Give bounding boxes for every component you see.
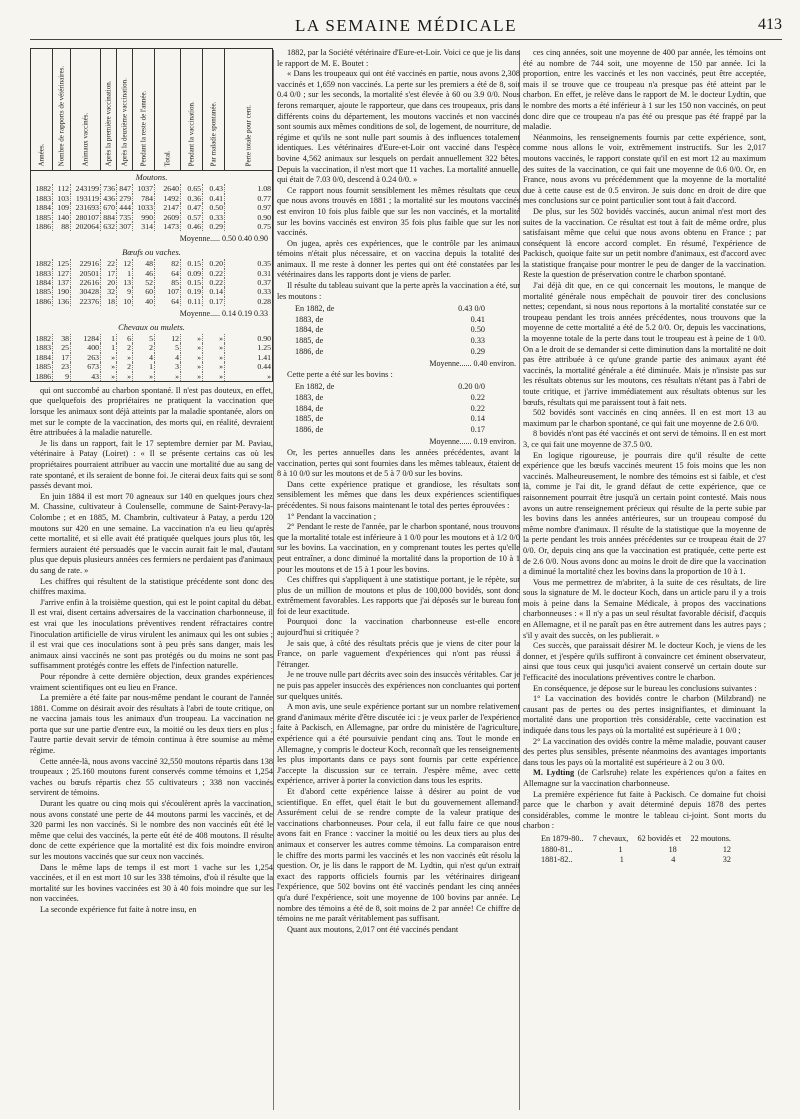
paragraph: qui ont succombé au charbon spontané. Il n'est pas douteux, en effet, que quelquefois des propriétaires ne pratiquent la vaccination que lorsque les animaux sont déjà atteints par la maladie spontanée, alors on met sur le compte de la vaccination, des morts qui, en réalité, devraient être attribuées à la maladie naturelle. [30,385,273,438]
table-cell: 18 [101,297,117,306]
table-cell: 0.44 [257,362,271,372]
paragraph: On jugea, après ces expériences, que le contrôle par les animaux témoins n'était plus nécessaire, et on vaccina depuis la totalité des animaux. Il me reste à donner les pertes qui ont été constatées par les vétérinaires dans les rapports dont je viens de parler. [277,238,520,280]
list-cell: 22 moutons. [690,833,731,843]
table-cell: » [101,353,117,362]
table-cell: 0.33 [257,287,271,297]
table-column-header [203,49,225,170]
table-cell: 2147 [155,203,181,212]
header-label: Pendant la vaccination. [186,100,195,166]
table-cell: 784 [133,194,155,203]
table-cell: 112 [53,184,71,193]
table-cell: 0.15 [181,259,203,268]
list-cell: En 1879-80.. [541,833,584,843]
table-cell: 5 [155,343,181,352]
table-row [31,213,272,222]
table-cell: 231693 [71,203,101,212]
list-cell: 0.43 0/0 [458,304,485,314]
table-average-row: Moyenne..... 0.50 0.40 0.90 [179,234,268,244]
table-cell: 64 [155,269,181,278]
table-cell: 0.50 [203,203,225,212]
table-row [31,184,272,193]
table-cell: 1884 [31,203,53,212]
table-cell: 632 [101,222,117,231]
table-cell: 25 [53,343,71,352]
paragraph: Dans le même laps de temps il est mort 1 vache sur les 1,254 vaccinées, et il en est mort 10 sur les 338 témoins, d'où il résulte que la mortalité sur les bovines vaccinées est 30 à 40 fois moindre que sur les non vaccinées. [30,862,273,904]
table-cell: 103 [53,194,71,203]
table-row [31,259,272,268]
table-cell: 190 [53,287,71,296]
table-cell: 22 [101,259,117,268]
paragraph: 1° La vaccination des bovidés contre le charbon (Milzbrand) ne causant pas de pertes ou des pertes insignifiantes, et diminuant la mortalité dans une proportion très considérable, cette vaccination est indiquée dans tous les pays où la mortalité est supérieure à 1 0/0 ; [523,694,766,735]
header-label: Perte totale pour cent. [243,104,252,166]
table-cell: 1882 [31,334,53,343]
table-cell: 1886 [31,372,53,381]
table-cell: 314 [133,222,155,231]
list-item [295,336,485,347]
paragraph: Ce rapport nous fournit sensiblement les mêmes résultats que ceux que nous avons trouvés en 1881 ; la mortalité sur les moutons vaccinés est environ 10 fois plus faible que sur les non vaccinés, et la mortalité sur les bovins vaccinés est environ 35 fois plus faible que sur les non vaccinés. [277,185,520,238]
paragraph: 8 bovidés n'ont pas été vaccinés et ont servi de témoins. Il en est mort 3, ce qui fait une moyenne de 37.5 0/0. [523,429,766,449]
list-cell: 1886, de [295,346,324,356]
list-cell: 1885, de [295,336,324,346]
table-row [31,362,272,371]
table-column-header [71,49,101,170]
journal-title: LA SEMAINE MÉDICALE [294,16,518,35]
column-left [30,48,273,916]
table-cell: 736 [101,184,117,193]
table-cell: 1883 [31,194,53,203]
table-cell: 85 [155,278,181,287]
paragraph: Ces chiffres qui s'appliquent à une statistique portant, je le répète, sur plus de un million de moutons et plus de 100,000 bovidés, sont donc extrêmement favorables. Les rapports que j'ai déposés sur le bureau font foi de leur exactitude. [277,575,520,616]
table-cell: 735 [117,213,133,222]
table-cell: 43 [71,372,101,381]
table-cell: 40 [133,297,155,306]
table-column-header [53,49,71,170]
list-item [295,393,485,404]
table-cell: 9 [117,287,133,296]
paragraph: Vous me permettrez de m'abriter, à la suite de ces résultats, de lire sous la signature de M. le docteur Koch, dans un article paru il y a trois mois à peine dans la Semaine Médicale, à propos des vaccinations charbonneuses : « Il n'y a pas un seul résultat favorable décisif, d'acquis en Allemagne, et il ne paraît pas en être autrement dans les autres pays ; s'il y avait des succès, on les publierait. » [523,577,766,640]
paragraph: Les chiffres qui résultent de la statistique précédente sont donc des chiffres maxima. [30,576,273,597]
table-section-title: Moutons. [135,172,168,182]
table-row [541,834,731,845]
table-cell: 136 [53,297,71,306]
paragraph: Quant aux moutons, 2,017 ont été vaccinés pendant [287,924,459,934]
list-cell: 1880-81.. [541,844,573,854]
table-row [31,203,272,212]
header-label: Années. [36,143,45,166]
table-cell: » [203,362,225,371]
table-cell: 0.11 [181,297,203,306]
table-cell: » [101,362,117,371]
list-item [295,404,485,415]
table-cell: 6 [117,334,133,343]
table-cell: 2640 [155,184,181,193]
list-cell: 0.20 0/0 [458,382,485,392]
table-cell: 13 [117,278,133,287]
table-cell: » [133,372,155,381]
list-cell: 0.17 [470,424,485,434]
table-column-header [155,49,181,170]
table-cell: 52 [133,278,155,287]
table-cell: 137 [53,278,71,287]
table-cell: 0.90 [257,333,271,343]
table-cell: » [181,353,203,362]
table-cell: 23 [53,362,71,371]
table-cell: 1884 [31,353,53,362]
paragraph: Et d'abord cette expérience laisse à désirer au point de vue scientifique. En effet, quel était le but du gouvernement allemand? Assurément celui de se rendre compte de la valeur pratique des vaccinations charbonneuses. Pour cela, il eut fallu faire ce que nous avons fait en France : vacciner la moitié ou les deux tiers au plus des animaux et conserver les autres comme témoins. La comparaison entre le chiffre des morts parmi les vaccinés et les non vaccinés eût résolu la question. Or, je lis dans le rapport de M. Lydtin, qui n'est qu'un extrait exact des rapports officiels fournis par les vétérinaires dirigeant l'expérience, que 502 bovins ont été vaccinés pendant les cinq années qu'a duré l'expérience, soit une moyenne de 100 bovins par année. Le nombre des témoins a été de 8, soit moins de 2 par année! Ce chiffre de témoins ne me paraît véritablement pas suffisant. [277,786,520,924]
list-item [295,382,485,393]
table-cell: 127 [53,269,71,278]
paragraph: J'arrive enfin à la troisième question, qui est le point capital du débat. Il est vrai, disent certains adversaires de la vaccination charbonneuse, il est vrai que les inoculations préventives rendent réfractaires contre l'inoculation artificielle de virus virulent les animaux qui les ont subies ; il est vrai que ces inoculations sont à peu près sans danger, mais les animaux ainsi vaccinés ne sont pas protégés ou du moins ne sont pas suffisamment protégés contre les effets de l'infection naturelle. [30,597,273,671]
table-cell: 0.29 [203,222,225,231]
table-cell: » [101,372,117,381]
list-cell: 1881-82.. [541,855,573,865]
paragraph: 2° La vaccination des ovidés contre la même maladie, pouvant causer des pertes plus sensibles, présente néanmoins des avantages importants dans tous les pays où la mortalité est supérieure à 2 ou 3 0/0. [523,736,766,767]
list-cell: 1886, de [295,424,324,434]
table-cell: 436 [101,194,117,203]
table-cell: 1882 [31,184,53,193]
table-cell: 64 [155,297,181,306]
table-cell: 60 [133,287,155,296]
table-cell: 140 [53,213,71,222]
table-cell: 243199 [71,184,101,193]
table-column-header [31,49,53,170]
table-cell: 0.65 [181,184,203,193]
list-cell: 0.41 [470,314,485,324]
list-cell: 12 [722,844,731,854]
table-cell: 4 [155,353,181,362]
table-cell: 0.14 [203,287,225,296]
table-cell: 20 [101,278,117,287]
table-cell: 1884 [31,278,53,287]
paragraph: En juin 1884 il est mort 70 agneaux sur 140 en quelques jours chez M. Chassine, cultivateur à Coulenselle, commune de Saint-Peravy-la-Colombe ; et en 1885, M. Chambrin, cultivateur à Patay, a perdu 120 moutons sur 420 en une semaine. La vaccination n'a eu lieu qu'après cette mortalité, et si elle avait été pratiquée quelques jours plus tôt, les fermiers auraient été persuadés que le vaccin aurait fait le mal, d'autant plus que depuis plusieurs années ces fermiers ne perdaient pas d'animaux du sang de rate. » [30,491,273,575]
table-cell: 1.25 [257,343,271,353]
paragraph: « Dans les troupeaux qui ont été vaccinés en partie, nous avons 2,308 vaccinés et 1,659 non vaccinés. La perte sur les premiers a été de 8, soit 0.4 0/0 ; sur les seconds, la mortalité s'est élevée à 60 ou 3.9 0/0. Nous ferons remarquer, ajoute le rapporteur, que dans ces troupeaux, pris dans différents coins du département, les moutons vaccinés et non vaccinés sont soumis aux mêmes conditions de sol, de logement, de nourriture, de régime et qu'ils ne sont nulle part soumis à des influences totalement identiques. Les vétérinaires d'Eure-et-Loir ont vacciné dans l'espèce bovine 4,562 animaux sur lesquels on perdait annuellement 322 bêtes. Depuis la vaccination, il n'est mort que 11 vaches. La mortalité annuelle, qui était de 7.03 0/0, descend à 0.24 0/0. » [277,69,520,185]
list-cell: 1 [619,855,624,865]
paragraph: De plus, sur les 502 bovidés vaccinés, aucun animal n'est mort des suites de la vaccination. Ce résultat est tout à fait de même ordre, plus satisfaisant même que celui que nous avons obtenu en France ; par conséquent là encore accord complet. En résumé, l'expérience de Packisch, quoique faite sur un petit nombre d'animaux, est d'accord avec la statistique française pour montrer le peu de danger de la vaccination. Reste la question de préservation contre le charbon spontané. [523,206,766,280]
table-row [31,194,272,203]
table-cell: » [181,362,203,371]
table-cell: 12 [117,259,133,268]
list-cell: 0.33 [470,336,485,346]
table-cell: 30428 [71,287,101,296]
table-cell: 2 [117,343,133,352]
table-cell: 88 [53,222,71,231]
paragraph: En logique rigoureuse, je pourrais dire qu'il résulte de cette expérience que les bœufs vaccinés meurent 15 fois moins que les non vaccinés. Malheureusement, le nombre des témoins est si faible, et c'est là, comme je l'ai dit, le grand défaut de cette expérience, que ce raisonnement pourrait être jusqu'à un certain point contesté. Mais nous avons un autre renseignement précieux qui résulte de la perte subie par les bovins dans les années antérieures, sur un troupeau composé du même nombre d'animaux. Il résulte de la statistique que la moyenne de la perte pendant les trois années précédentes sur ce troupeau était de 27 0/0. Or, depuis cinq ans que la vaccination est pratiquée, cette perte est de 2.6 0/0. Nous avons donc au moins le droit de dire que la vaccination a diminué la mortalité chez les bovins dans la proportion de 10 à 1. [523,450,766,577]
table-row [31,334,272,343]
list-cell: 0.50 [470,325,485,335]
list-cell: 4 [671,855,676,865]
table-cell: 1885 [31,287,53,296]
table-cell: 0.28 [257,296,271,306]
table-cell: 0.17 [203,297,225,306]
table-cell: » [203,334,225,343]
table-cell: 82 [155,259,181,268]
paragraph: Durant les quatre ou cinq mois qui s'écoulèrent après la vaccination, nous avons constaté une perte de 44 moutons parmi les vaccinés, et de 320 parmi les non vaccinés. Si le nombre des non vaccinés eût été le même que celui des vaccinés, la perte eût été de 408 moutons. Il résulte donc de cette expérience que la mortalité est dix fois moindre environ sur les moutons vaccinés que sur ceux non vaccinés. [30,799,273,862]
table-cell: 0.75 [257,221,271,231]
table-cell: 673 [71,362,101,371]
packisch-table [541,834,766,866]
page-number: 413 [758,16,782,33]
table-cell: 0.41 [203,194,225,203]
moutons-loss-list [295,304,520,357]
table-cell: 0.77 [257,193,271,203]
table-cell: 1885 [31,362,53,371]
table-cell: 17 [53,353,71,362]
table-cell: 307 [117,222,133,231]
table-cell: 990 [133,213,155,222]
table-column-header [133,49,155,170]
table-cell: 1883 [31,343,53,352]
list-item [295,315,485,326]
table-cell: 3 [155,362,181,371]
table-cell: 0.09 [181,269,203,278]
list-cell: 1884, de [295,403,324,413]
table-cell: 1885 [31,213,53,222]
table-cell: 263 [71,353,101,362]
table-cell: 1 [133,362,155,371]
table-cell: » [117,353,133,362]
paragraph: Néanmoins, les renseignements fournis par cette expérience, sont, comme nous allons le voir, extrêmement instructifs. Sur les 2,017 moutons vaccinés, le rapport constate qu'il en est mort 12 au maximum des suites de la vaccination, ce qui fait une moyenne de 0.6 0/0. Or, en France, nous avons vu précédemment que la moyenne de la mortalité due à cette cause est de 0.5 environ. Je suis donc en droit de dire que mes conclusions sur ce point particulier sont tout à fait d'accord. [523,132,766,206]
list-cell: 0.22 [470,393,485,402]
list-item [295,347,485,358]
table-cell: 22916 [71,259,101,268]
paragraph: Ces succès, que paraissait désirer M. le docteur Koch, je viens de les donner, et j'espère qu'ils suffiront à convaincre cet éminent observateur, ainsi que tous ceux qui jusqu'ici avaient conservé un certain doute sur l'efficacité des inoculations préventives contre le charbon. [523,641,766,683]
table-cell: 2609 [155,213,181,222]
list-cell: 1883, de [295,314,324,324]
table-cell: » [155,372,181,381]
table-cell: 0.22 [203,269,225,278]
table-row [31,278,272,287]
paragraph: Je ne trouve nulle part décrits avec soin des insuccès véritables. Car je ne puis pas appeler insuccès des expériences non concluantes qui portent sur quelques unités. [277,670,520,701]
paragraph: En conséquence, je dépose sur le bureau les conclusions suivantes : [533,683,757,693]
table-cell: 0.97 [257,203,271,213]
table-cell: 1882 [31,259,53,268]
table-cell: » [203,372,225,381]
column-divider [273,50,274,1110]
table-section-title: Bœufs ou vaches. [122,246,181,257]
table-cell: 0.36 [181,194,203,203]
table-cell: 1033 [133,203,155,212]
table-cell: 32 [101,287,117,296]
table-cell: 0.22 [203,278,225,287]
table-cell: 0.15 [181,278,203,287]
table-cell: 1 [117,269,133,278]
table-cell: 1473 [155,222,181,231]
list-item [295,425,485,436]
paragraph: Je lis dans un rapport, fait le 17 septembre dernier par M. Paviau, vétérinaire à Patay (Loiret) : « Il se présente certains cas où les propriétaires pourraient attribuer au vaccin une mortalité due au sang de rate spontané, et ils seraient de bonne foi. Je citerai deux faits qui se sont passés devant moi. [30,438,273,491]
header-label: Après la première vaccination. [103,80,112,166]
table-column-header [101,49,117,170]
table-cell: 444 [117,203,133,212]
table-cell: 670 [101,203,117,212]
table-cell: 847 [117,184,133,193]
table-cell: 48 [133,259,155,268]
bovins-average: Moyenne...... 0.19 environ. [429,437,516,447]
table-cell: 1492 [155,194,181,203]
table-cell: 2 [133,343,155,352]
list-cell: 18 [668,844,677,854]
paragraph: ces cinq années, soit une moyenne de 400 par année, les témoins ont été au nombre de 744 soit, une moyenne de 150 par année. Ici la proportion, entre les vaccinés et les non vaccinés, peut être acceptée, mais il se trouve que ce troupeau n'a presque pas été atteint par le charbon. En effet, je relève dans le rapport de M. le docteur Lydtin, que le nombre des morts a été inférieur à 1 sur les 150 non vaccinés, on peut donc dire que ce troupeau n'a pas été ou presque pas été frappé par la maladie. [523,48,766,132]
table-cell: 0.19 [181,287,203,296]
table-cell: » [203,343,225,352]
lydting-text: (de Carlsruhe) relate les expériences qu'on a faites en Allemagne sur la vaccination charbonneuse. [523,768,766,788]
list-cell: 0.29 [470,346,485,356]
table-cell: 193119 [71,194,101,203]
table-cell: 125 [53,259,71,268]
paragraph: 2° Pendant le reste de l'année, par le charbon spontané, nous trouvons que la mortalité totale est inférieure à 1 0/0 pour les moutons et à 1/2 0/0 sur les bovins. La vaccination, en y comprenant toutes les pertes qu'elle peut entraîner, a donc diminué la mortalité dans la proportion de 10 à 1 pour les moutons et de 15 à 1 pour les bovins. [277,522,520,574]
list-item [295,414,485,425]
table-cell: 22376 [71,297,101,306]
table-cell: 0.20 [203,259,225,268]
table-cell: 1.41 [257,352,271,362]
table-cell: » [117,372,133,381]
table-row [31,297,272,306]
lydting-paragraph-2: La première expérience fut faite à Packisch. Ce domaine fut choisi parce que le charbon y avait déterminé depuis 1878 des pertes considérables, comme le montre le tableau ci-joint. Sont morts du charbon : [523,789,766,831]
table-cell: 1886 [31,297,53,306]
list-cell: 1884, de [295,325,324,335]
paragraph: La seconde expérience fut faite à notre insu, en [40,904,197,914]
table-cell: » [203,353,225,362]
table-cell: » [267,371,271,381]
paragraph: Il résulte du tableau suivant que la perte après la vaccination a été, sur les moutons : [277,281,520,301]
table-column-header [225,49,272,170]
table-cell: 5 [133,334,155,343]
table-cell: » [181,372,203,381]
table-cell: 22616 [71,278,101,287]
list-cell: 1885, de [295,414,324,424]
moutons-average: Moyenne...... 0.40 environ. [429,359,516,369]
table-cell: 107 [155,287,181,296]
table-cell: 17 [101,269,117,278]
table-cell: 0.46 [181,222,203,231]
paragraph: Je sais que, à côté des résultats précis que je viens de citer pour la France, on parle vaguement d'expériences qui n'ont pas réussi à l'étranger. [277,638,520,669]
page-header [30,10,782,40]
table-average-row: Moyenne..... 0.14 0.19 0.33 [179,309,268,319]
bovins-intro: Cette perte a été sur les bovins : [287,369,393,379]
bovins-loss-list [295,382,520,435]
list-cell: 1 [618,844,623,854]
list-cell: 62 bovidés et [637,833,682,843]
header-label: Après la deuxième vaccination. [119,77,128,166]
paragraph: 1° Pendant la vaccination ; [287,511,377,521]
table-row [31,343,272,352]
list-item [295,304,485,315]
paragraph: 1882, par la Société vétérinaire d'Eure-et-Loir. Voici ce que je lis dans le rapport de M. E. Boutet : [277,48,520,68]
table-cell: 4 [133,353,155,362]
paragraph: Dans cette expérience pratique et grandiose, les résultats sont sensiblement les mêmes que dans les deux expériences scientifiques précédentes. Si nous faisons maintenant le total des pertes éprouvées : [277,479,520,510]
table-cell: 1284 [71,334,101,343]
header-label: Par maladie spontanée. [208,101,217,166]
column-right [523,48,766,868]
table-section-title: Chevaux ou mulets. [118,321,185,332]
list-cell: 32 [722,855,731,865]
table-cell: 1037 [133,184,155,193]
table-cell: » [181,343,203,352]
table-cell: » [181,334,203,343]
paragraph: La première a été faite par nous-même pendant le courant de l'année 1881. Comme on désirait avoir des résultats à l'abri de toute critique, on ne vaccina jamais tous les animaux d'un troupeau. La vaccination ne porta que sur une partie d'entre eux, la moitié ou les deux tiers en plus ; l'autre partie devait servir de témoin continua à être soumise au même régime. [30,693,273,756]
header-label: Animaux vaccinés. [80,112,89,166]
table-cell: 884 [101,213,117,222]
paragraph: J'ai déjà dit que, en ce qui concernait les moutons, le manque de mortalité générale nous empêchait de pouvoir tirer des conclusions nettes; cependant, si nous nous reportons à la mortalité constatée sur ce troupeau pendant les trois années précédentes, nous trouvons que la moyenne de cette mortalité a été de 5.2 0/0. Or, depuis les vaccinations, la moyenne totale de la perte dans tout le troupeau est à peine de 1 0/0. On a le droit de se demander si cette diminution dans la mortalité ne doit pas être attribuée à ce qu'une grande partie des animaux ayant été vaccinés, la mortalité générale a été diminuée. Mais je n'insiste pas sur les résultats obtenus sur les moutons, ces résultats n'étant pas à l'abri de toute critique, et j'arrive immédiatement aux résultats obtenus sur les bœufs, résultats qui me paraissent tout à fait nets. [523,281,766,407]
table-cell: 279 [117,194,133,203]
table-row [31,372,272,381]
table-row [541,855,731,866]
list-cell: En 1882, de [295,382,335,392]
table-cell: 202064 [71,222,101,231]
table-cell: 0.43 [203,184,225,193]
table-cell: 0.90 [257,212,271,222]
table-cell: 0.33 [203,213,225,222]
table-cell: 0.37 [257,277,271,287]
table-cell: 1883 [31,269,53,278]
paragraph: A mon avis, une seule expérience portant sur un nombre relativement grand d'animaux mérite d'être discutée ici : je veux parler de l'expérience faite à Packisch, en Allemagne, par ordre du ministère de l'agriculture, expérience qui a été poursuivie pendant cinq ans. Tout le monde en Allemagne, y compris le docteur Koch, reconnaît que les renseignements les plus importants dans ce pays sont fournis par cette expérience. J'accepte la discussion sur ce terrain. J'espère même, avec cette expérience, arriver à porter la conviction dans tous les esprits. [277,702,520,786]
table-cell: 38 [53,334,71,343]
table-cell: 0.31 [257,268,271,278]
list-cell: En 1882, de [295,304,335,314]
table-cell: 400 [71,343,101,352]
paragraph: Or, les pertes annuelles dans les années précédentes, avant la vaccination, pertes qui sont fournies dans les mêmes tableaux, étaient de 8 à 10 0/0 sur les moutons et de 5 à 7 0/0 sur les bovins. [277,447,520,479]
table-cell: 12 [155,334,181,343]
column-middle [277,48,520,935]
header-label: Nombre de rapports de vétérinaires. [56,65,65,166]
paragraph: Pourquoi donc la vaccination charbonneuse est-elle encore aujourd'hui si critiquée ? [277,617,520,638]
lydting-paragraph [523,768,766,789]
table-cell: 46 [133,269,155,278]
table-cell: 9 [53,372,71,381]
list-cell: 0.14 [470,414,485,424]
table-row [31,353,272,362]
list-cell: 1883, de [295,393,324,402]
table-row [541,845,731,856]
table-row [31,287,272,296]
list-item [295,325,485,336]
table-header [31,49,272,171]
table-cell: 0.57 [181,213,203,222]
table-cell: 0.47 [181,203,203,212]
header-label: Total. [162,149,171,166]
table-cell: 10 [117,297,133,306]
table-cell: 1.08 [257,184,271,194]
table-cell: 280107 [71,213,101,222]
list-cell: 7 chevaux, [592,833,629,843]
table-cell: 1 [101,334,117,343]
table-column-header [117,49,133,170]
table-cell: 109 [53,203,71,212]
table-cell: 1886 [31,222,53,231]
paragraph: Pour répondre à cette dernière objection, deux grandes expériences vraiment scientifiques ont eu lieu en France. [30,671,273,692]
list-cell: 0.22 [470,403,485,413]
table-row [31,269,272,278]
table-cell: 20501 [71,269,101,278]
paragraph: Cette année-là, nous avons vacciné 32,550 moutons répartis dans 138 troupeaux ; 25.160 moutons furent conservés comme témoins et 1,254 vaches ou bœufs répartis chez 55 cultivateurs ; 338 non vaccinés servirent de témoins. [30,756,273,798]
table-row [31,222,272,231]
statistics-table [30,48,273,382]
table-cell: 2 [117,362,133,371]
table-column-header [181,49,203,170]
paragraph: 502 bovidés sont vaccinés en cinq années. Il en est mort 13 au maximum par le charbon spontané, ce qui fait une moyenne de 2.6 0/0. [523,408,766,428]
table-cell: 0.35 [257,259,271,269]
table-cell: 1 [101,343,117,352]
header-label: Pendant la reste de l'année. [138,90,147,166]
speaker-name: M. Lydting [533,768,575,778]
